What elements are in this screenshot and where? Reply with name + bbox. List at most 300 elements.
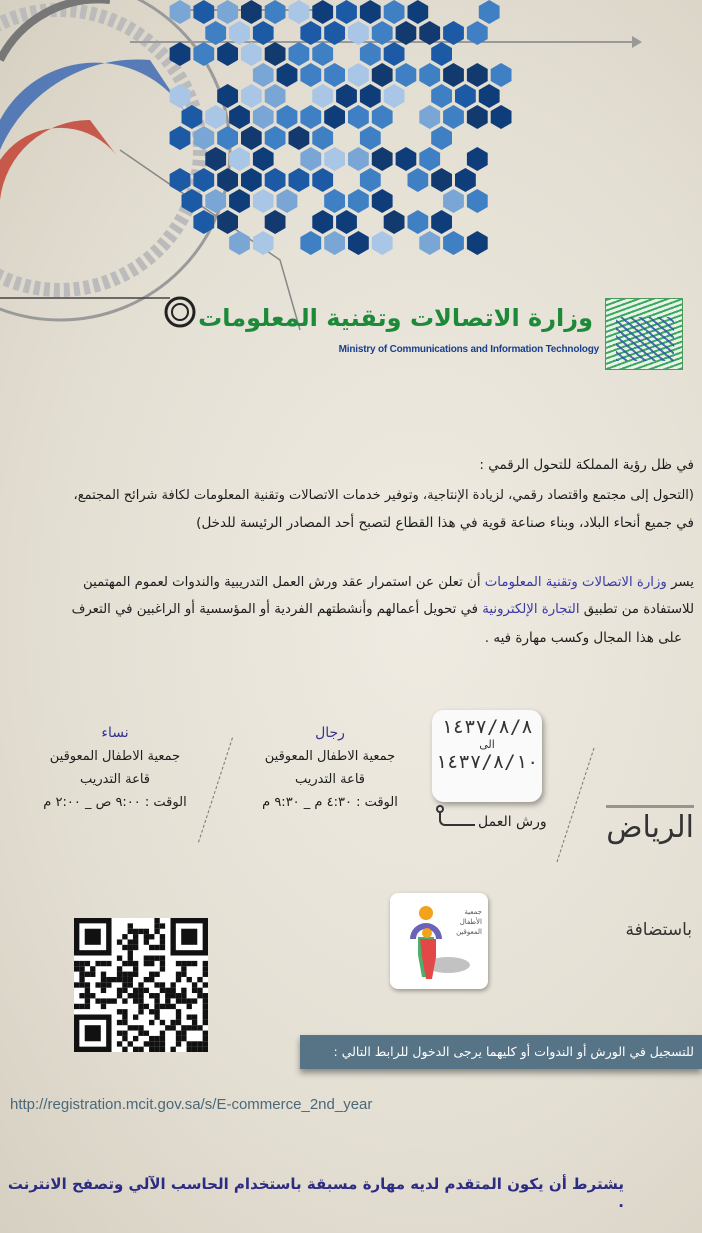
qr-module [170,988,175,993]
hexagon [253,147,274,171]
qr-module [144,929,149,934]
qr-module [165,1025,170,1030]
qr-module [133,988,138,993]
qr-module [181,988,186,993]
date-to-word: الى [479,738,495,751]
qr-module [138,929,143,934]
qr-module [181,993,186,998]
qr-module [133,1036,138,1041]
qr-module [144,939,149,944]
qr-module [117,977,122,982]
qr-module [187,1004,192,1009]
hexagon [312,126,333,150]
hexagon [229,147,250,171]
qr-module [133,934,138,939]
qr-module [181,1031,186,1036]
announcement-text: أن تعلن عن استمرار عقد ورش العمل التدريبية والندوات لعموم المهتمين [83,575,485,590]
qr-module [160,1004,165,1009]
qr-module [85,1004,90,1009]
qr-module [112,977,117,982]
qr-module [128,1025,133,1030]
hexagon [324,105,345,129]
qr-module [176,977,181,982]
qr-module [192,988,197,993]
hexagon [431,42,452,66]
qr-module [138,1025,143,1030]
qr-module [154,1014,159,1019]
ministry-name-en: Ministry of Communications and Information Technology [338,344,599,355]
ministry-emblem-icon [605,298,683,370]
men-heading: رجال [315,725,345,741]
hexagon [419,63,440,87]
hexagon [384,210,405,234]
qr-module [160,939,165,944]
ring-icon [166,298,194,326]
hexagon [324,231,345,255]
qr-module [192,1041,197,1046]
qr-module [122,972,127,977]
qr-module [154,982,159,987]
hexagon [419,147,440,171]
hexagon [217,168,238,192]
hexagon [241,126,262,150]
qr-module [203,1041,208,1046]
qr-module [79,977,84,982]
arrow-head-icon [632,36,642,48]
hexagon [479,84,500,108]
qr-module [170,1020,175,1025]
qr-module [176,993,181,998]
hexagon [265,210,286,234]
hexagon [170,0,191,24]
qr-module [203,961,208,966]
hexagon [431,84,452,108]
qr-module [149,934,154,939]
qr-module [144,977,149,982]
qr-module [85,982,90,987]
qr-module [138,1004,143,1009]
qr-module [144,1004,149,1009]
qr-module [181,998,186,1003]
hexagon [336,210,357,234]
qr-module [154,1041,159,1046]
qr-module [112,998,117,1003]
date-to: ١٤٣٧/٨/١٠ [435,751,539,773]
qr-module [79,993,84,998]
qr-module [149,977,154,982]
requirement-note: يشترط أن يكون المتقدم لديه مهارة مسبقة باستخدام الحاسب الآلي وتصفح الانترنت . [7,1175,624,1211]
qr-module [149,1036,154,1041]
hexagon [312,42,333,66]
qr-finder [181,929,197,945]
hexagon [372,147,393,171]
qr-module [79,982,84,987]
qr-module [117,1041,122,1046]
qr-module [74,966,79,971]
qr-module [122,982,127,987]
hexagon [229,189,250,213]
hexagon [467,105,488,129]
qr-module [176,1036,181,1041]
qr-module [160,1020,165,1025]
ecommerce-highlight: التجارة الإلكترونية [482,602,580,617]
qr-module [133,929,138,934]
qr-module [176,961,181,966]
qr-module [160,956,165,961]
qr-finder [85,1025,101,1041]
hexagon [467,63,488,87]
qr-module [192,1025,197,1030]
qr-module [133,1014,138,1019]
qr-module [133,945,138,950]
qr-module [154,945,159,950]
hexagon [170,126,191,150]
qr-module [170,1047,175,1052]
qr-module [79,972,84,977]
qr-module [154,929,159,934]
hexagon [217,126,238,150]
qr-module [192,998,197,1003]
qr-module [101,988,106,993]
qr-module [187,1025,192,1030]
qr-module [149,956,154,961]
qr-module [203,993,208,998]
qr-module [122,961,127,966]
hexagon [277,189,298,213]
hexagon [312,210,333,234]
hexagon [324,189,345,213]
hexagon [384,42,405,66]
qr-module [165,998,170,1003]
qr-module [117,1009,122,1014]
intro-line-2: في جميع أنحاء البلاد، وبناء صناعة قوية في هذا القطاع لتصبح أحد المصادر الرئيسة للدخل) [196,515,694,531]
qr-module [154,1004,159,1009]
qr-module [197,993,202,998]
qr-module [106,977,111,982]
qr-module [144,1041,149,1046]
qr-module [203,1020,208,1025]
hexagon [312,84,333,108]
women-hall: قاعة التدريب [79,772,150,787]
qr-module [160,934,165,939]
qr-module [90,993,95,998]
men-session [245,722,415,814]
hexagon [289,126,310,150]
hexagon [265,84,286,108]
qr-module [79,966,84,971]
hexagon [360,126,381,150]
announcement-text: يسر [666,575,694,590]
qr-module [160,923,165,928]
qr-module [176,972,181,977]
qr-module [203,966,208,971]
hexagon [289,168,310,192]
qr-module [144,956,149,961]
qr-module [74,982,79,987]
hexagon [253,189,274,213]
qr-module [154,1009,159,1014]
qr-module [203,1047,208,1052]
qr-module [122,1036,127,1041]
hexagon [300,63,321,87]
qr-module [160,966,165,971]
qr-module [203,972,208,977]
hexagon [193,0,214,24]
hexagon [336,84,357,108]
hexagon [360,168,381,192]
women-venue: جمعية الاطفال المعوقين [49,749,181,764]
qr-module [149,993,154,998]
hexagon [372,189,393,213]
hexagon [443,189,464,213]
hexagon [348,105,369,129]
qr-module [192,982,197,987]
hexagon [384,84,405,108]
hexagon [205,105,226,129]
qr-module [101,961,106,966]
qr-module [133,993,138,998]
qr-module [187,977,192,982]
hexagon [277,63,298,87]
host-logo [390,893,488,989]
qr-module [187,961,192,966]
qr-module [176,1031,181,1036]
qr-module [128,945,133,950]
announcement-text: في تحويل أعمالهم وأنشطتهم الفردية أو المؤسسية أو الراغبين في التعرف [71,602,483,617]
qr-module [176,1041,181,1046]
host-logo-text: جمعية الأطفال المعوقين [456,908,482,936]
hexagon [348,231,369,255]
qr-module [154,998,159,1003]
qr-module [176,1014,181,1019]
qr-module [101,1004,106,1009]
qr-module [128,993,133,998]
hexagon [229,231,250,255]
ministry-name-ar: وزارة الاتصالات وتقنية المعلومات [198,304,593,332]
qr-module [197,1041,202,1046]
hexagon [419,105,440,129]
hexagon [217,210,238,234]
hexagon [336,0,357,24]
qr-module [197,1025,202,1030]
hexagon [467,189,488,213]
qr-module [74,1004,79,1009]
qr-module [117,956,122,961]
qr-module [181,961,186,966]
workshop-dates-box [432,710,542,802]
qr-module [160,1047,165,1052]
qr-module [187,1014,192,1019]
qr-module [154,972,159,977]
qr-module [122,934,127,939]
divider [556,748,594,862]
qr-module [203,1036,208,1041]
qr-module [203,1004,208,1009]
qr-module [117,966,122,971]
qr-module [192,1020,197,1025]
qr-module [160,988,165,993]
men-hall: قاعة التدريب [294,772,365,787]
qr-module [154,993,159,998]
hosting-label: باستضافة [625,920,692,940]
qr-module [122,988,127,993]
qr-module [197,988,202,993]
hexagon [419,231,440,255]
qr-module [122,1047,127,1052]
hexagon [300,105,321,129]
hexagon [348,63,369,87]
qr-module [85,993,90,998]
qr-module [128,939,133,944]
qr-module [197,1047,202,1052]
qr-module [187,1047,192,1052]
qr-module [117,972,122,977]
hexagon [229,105,250,129]
hexagon [479,0,500,24]
hexagon [205,147,226,171]
qr-module [133,1025,138,1030]
hexagon [348,147,369,171]
qr-module [181,972,186,977]
hexagon [217,0,238,24]
qr-module [133,972,138,977]
hexagon [455,84,476,108]
qr-module [101,982,106,987]
qr-module [154,1047,159,1052]
hexagon [431,210,452,234]
hexagon [170,42,191,66]
qr-module [203,1009,208,1014]
hexagon [491,63,512,87]
hexagon [253,63,274,87]
hexagon [360,42,381,66]
hexagon [241,168,262,192]
men-venue: جمعية الاطفال المعوقين [264,749,396,764]
hexagon [431,126,452,150]
hexagon [372,63,393,87]
qr-module [122,1009,127,1014]
date-from: ١٤٣٧/٨/٨ [441,716,533,738]
hexagon [193,42,214,66]
qr-module [187,1041,192,1046]
hexagon [300,147,321,171]
qr-module [122,998,127,1003]
qr-module [149,1047,154,1052]
qr-module [149,972,154,977]
hexagon [265,42,286,66]
qr-module [165,993,170,998]
hexagon [289,0,310,24]
qr-module [128,950,133,955]
qr-module [133,939,138,944]
qr-module [154,1036,159,1041]
connector-line [439,812,475,826]
city-riyadh: الرياض [606,805,694,845]
qr-module [149,1020,154,1025]
qr-module [138,1031,143,1036]
hexagon [170,168,191,192]
hexagon [360,84,381,108]
qr-module [117,1031,122,1036]
qr-module [101,998,106,1003]
qr-module [122,1020,127,1025]
qr-module [122,1031,127,1036]
ministry-highlight: وزارة الاتصالات وتقنية المعلومات [484,575,667,590]
hexagon [467,147,488,171]
qr-module [122,945,127,950]
qr-module [149,1009,154,1014]
hexagon [241,84,262,108]
hexagon [408,210,429,234]
qr-module [149,1041,154,1046]
hexagon [455,168,476,192]
hexagon [312,168,333,192]
qr-module [133,961,138,966]
qr-module [106,982,111,987]
hexagon [396,63,417,87]
qr-module [170,1025,175,1030]
announcement-line-2 [72,602,694,617]
qr-module [128,923,133,928]
qr-code[interactable] [74,918,208,1052]
qr-module [117,988,122,993]
qr-module [176,998,181,1003]
qr-module [160,1041,165,1046]
qr-module [85,998,90,1003]
qr-module [170,1004,175,1009]
qr-module [138,993,143,998]
hexagon [372,231,393,255]
hexagon [253,231,274,255]
qr-module [144,934,149,939]
registration-link[interactable]: http://registration.mcit.gov.sa/s/E-commerce_2nd_year [10,1096,373,1113]
qr-module [79,961,84,966]
hexagon [241,42,262,66]
qr-module [138,982,143,987]
hexagon [431,168,452,192]
hexagon [277,105,298,129]
hexagon [205,189,226,213]
qr-module [203,998,208,1003]
qr-module [165,988,170,993]
announcement-line-1 [83,575,694,590]
qr-module [101,977,106,982]
qr-module [79,1004,84,1009]
red-segment [0,120,120,240]
ministry-logo [198,298,683,368]
hexagon [396,147,417,171]
qr-module [192,961,197,966]
qr-module [160,982,165,987]
hexagon [289,42,310,66]
qr-module [133,966,138,971]
qr-module [192,1014,197,1019]
intro-heading: في ظل رؤية المملكة للتحول الرقمي : [479,457,694,473]
qr-module [160,945,165,950]
hexagon [324,63,345,87]
women-session [20,722,210,814]
qr-module [128,982,133,987]
qr-module [144,961,149,966]
qr-module [117,939,122,944]
intro-line-1: (التحول إلى مجتمع واقتصاد رقمي، لزيادة الإنتاجية، وتوفير خدمات الاتصالات وتقنية المعلومات لكافة شرائح المجتمع، [73,488,694,503]
hexagon [217,42,238,66]
qr-module [85,972,90,977]
qr-module [90,966,95,971]
qr-module [154,923,159,928]
qr-module [170,993,175,998]
qr-module [133,998,138,1003]
